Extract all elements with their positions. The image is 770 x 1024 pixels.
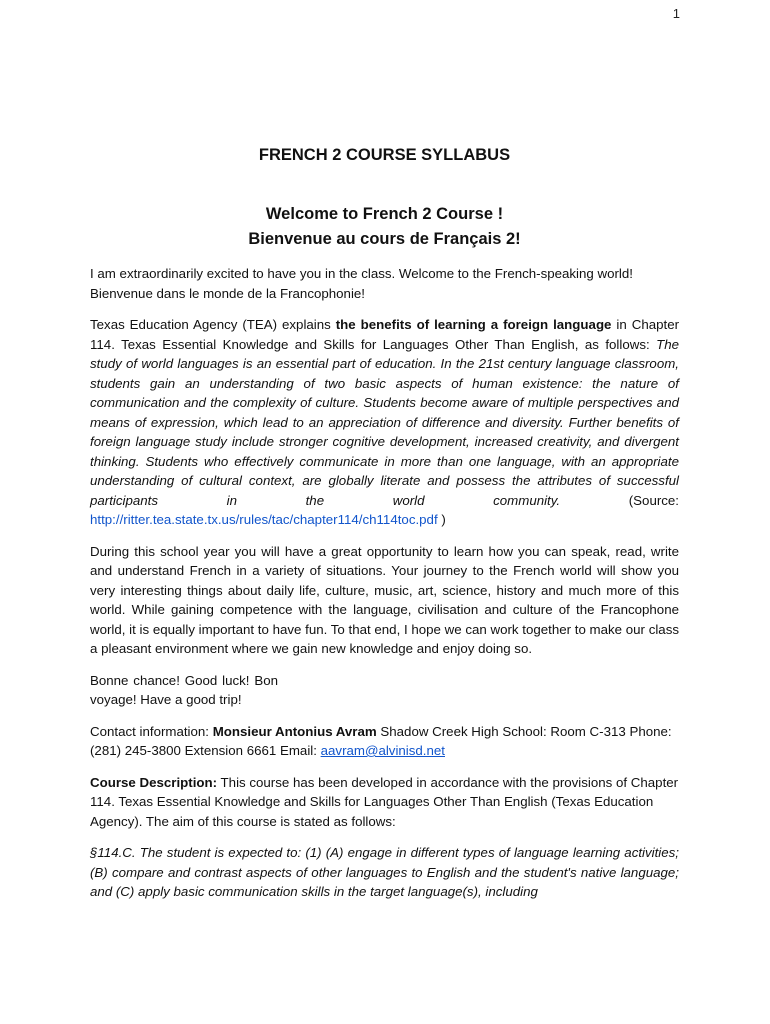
tea-mid: in Chapter 114. Texas Essential Knowledge and Skills for Languages Other Than English, as follows: — [90, 317, 680, 352]
standard-paragraph: §114.C. The student is expected to: (1) (A) engage in different types of language learning activities; (B) compare and contrast aspects of other languages to English and the student's native language; and (C) apply basic communication skills in the target language(s), including — [90, 845, 679, 899]
tea-source-prefix: (Source: — [560, 492, 680, 508]
tea-source-link[interactable]: http://ritter.tea.state.tx.us/rules/tac/chapter114/ch114toc.pdf — [90, 512, 438, 527]
page-number: 1 — [672, 6, 680, 21]
tea-source-suffix: ) — [437, 512, 446, 527]
intro-line-french: Bienvenue dans le monde de la Francophonie! — [90, 285, 365, 301]
teacher-name: Monsieur Antonius Avram — [212, 723, 377, 739]
intro-line-english: I am extraordinarily excited to have you in the class. Welcome to the French-speaking world! — [90, 266, 633, 281]
document-body — [90, 144, 679, 902]
contact-label: Contact information: — [90, 723, 213, 739]
tea-benefits-bold: the benefits of learning a foreign language — [335, 317, 612, 332]
journey-paragraph: During this school year you will have a great opportunity to learn how you can speak, read, write and understand French in a variety of situations. Your journey to the French world will show you very interesting things about daily life, culture, music, art, science, history and much more of this world. While gaining competence with the language, civilisation and culture of the Francophone world, it is equally important to have fun. To that end, I hope we can work together to make our class a pleasant environment where we gain new knowledge and enjoy doing so. — [90, 543, 679, 656]
course-description-paragraph — [90, 773, 679, 832]
tea-quote: The study of world languages is an essential part of education. In the 21st century language classroom, students gain an understanding of two basic aspects of human existence: the nature of communication and the complexity of culture. Students become aware of multiple perspectives and means of expression, which lead to an appreciation of difference and diversity. Further benefits of foreign language study include stronger cognitive development, increased creativity, and divergent thinking. Students who effectively communicate in more than one language, with an appropriate understanding of cultural context, are globally literate and possess the attributes of successful participants in the world community. — [90, 336, 679, 508]
good-luck-paragraph: Bonne chance! Good luck! Bon voyage! Have a good trip! — [90, 672, 278, 707]
tea-paragraph — [90, 315, 679, 530]
contact-details: Shadow Creek High School: Room C-313 Phone: (281) 245-3800 Extension 6661 Email: — [90, 723, 672, 758]
tea-lead: Texas Education Agency (TEA) explains — [90, 317, 336, 332]
course-description-label: Course Description: — [90, 774, 218, 790]
welcome-heading — [90, 202, 679, 252]
welcome-french: Bienvenue au cours de Français 2! — [248, 230, 521, 248]
welcome-english: Welcome to French 2 Course ! — [265, 205, 504, 223]
contact-paragraph — [90, 722, 679, 761]
course-description-text: This course has been developed in accordance with the provisions of Chapter 114. Texas Essential Knowledge and Skills for Languages Other Than English (Texas Education Agency). The aim of this course is stated as follows: — [90, 774, 679, 829]
intro-paragraph — [90, 264, 679, 303]
page-title: FRENCH 2 COURSE SYLLABUS — [258, 146, 511, 164]
email-link[interactable]: aavram@alvinisd.net — [320, 743, 445, 758]
